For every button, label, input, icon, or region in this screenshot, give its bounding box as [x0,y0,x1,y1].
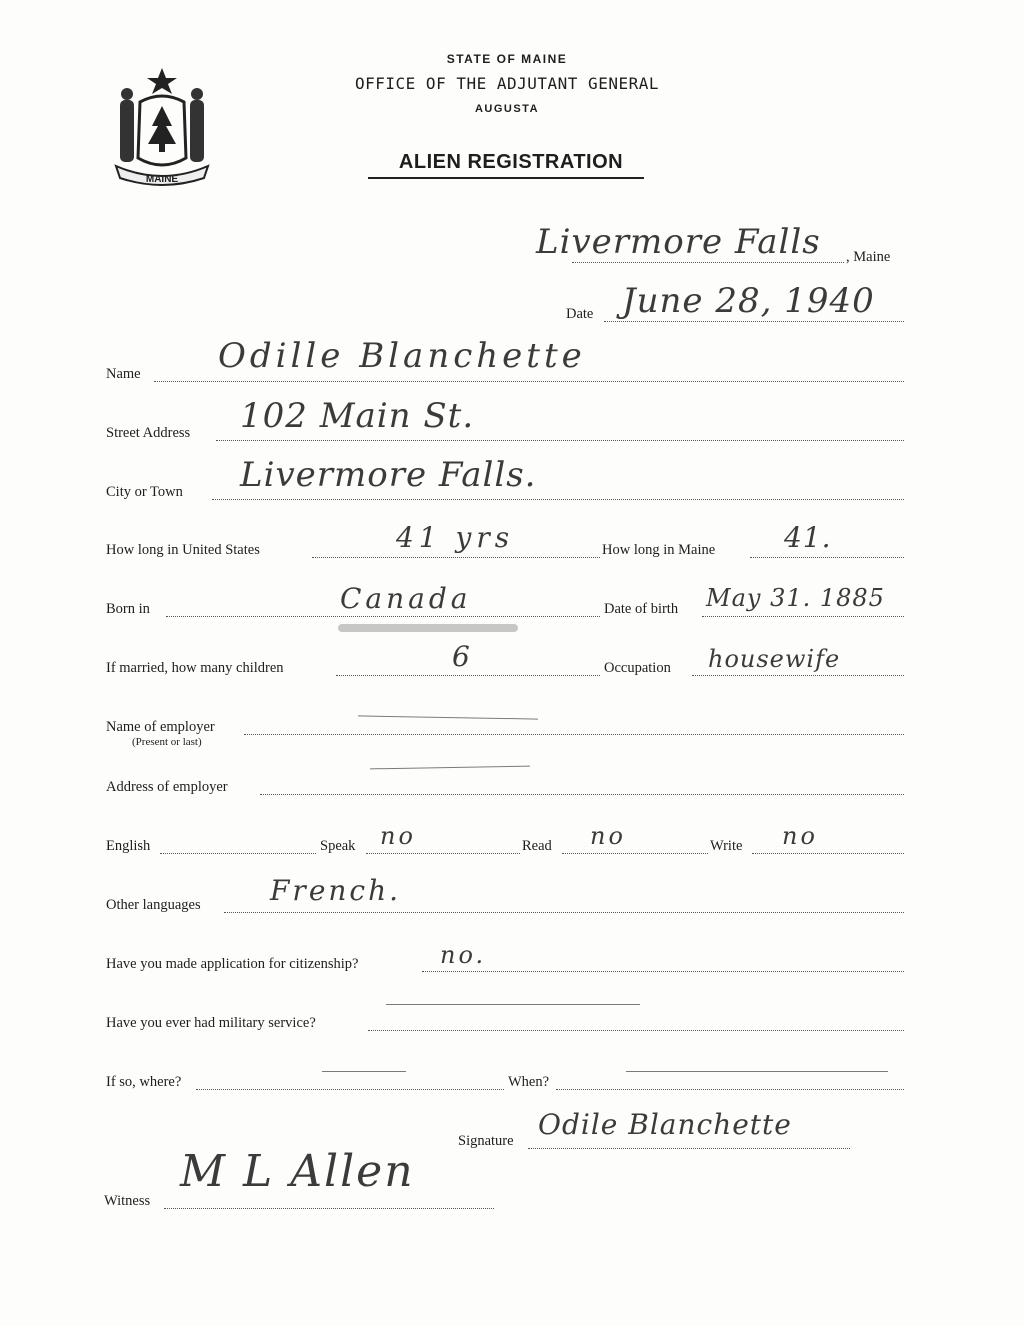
employer-address-label: Address of employer [106,779,228,795]
employer-label: Name of employer [106,719,215,735]
read-line [562,853,708,854]
write-entry: no [782,822,818,850]
date-entry: June 28, 1940 [622,281,875,321]
header-office: OFFICE OF THE ADJUTANT GENERAL [355,74,659,93]
us-entry: 41 yrs [396,521,515,554]
city-line [212,499,904,500]
when-label: When? [508,1074,550,1090]
employer-dash [358,715,538,719]
occupation-entry: housewife [708,645,841,673]
born-entry: Canada [340,582,472,615]
occupation-label: Occupation [604,660,671,676]
street-line [216,440,904,441]
citizenship-label: Have you made application for citizenship? [106,956,359,972]
citizenship-entry: no. [440,941,487,969]
dob-line [702,616,904,617]
us-label: How long in United States [106,542,260,558]
when-line [556,1089,904,1090]
military-line [368,1030,904,1031]
children-label: If married, how many children [106,660,284,676]
place-entry: Livermore Falls [536,222,821,262]
employer-address-line [260,794,904,795]
witness-label: Witness [104,1193,151,1209]
children-line [336,675,600,676]
header-city: AUGUSTA [474,103,540,115]
military-dash [386,1004,640,1005]
when-dash [626,1071,888,1072]
employer-sublabel: (Present or last) [132,736,202,748]
citizenship-line [422,971,904,972]
speak-line [366,853,520,854]
where-label: If so, where? [106,1074,182,1090]
dob-label: Date of birth [604,601,679,617]
read-label: Read [522,838,552,854]
children-entry: 6 [452,640,471,673]
dob-entry: May 31. 1885 [706,584,885,612]
name-line [154,381,904,382]
where-line [196,1089,504,1090]
speak-label: Speak [320,838,356,854]
signature-entry: Odile Blanchette [538,1108,792,1141]
us-line [312,557,600,558]
where-dash [322,1071,406,1072]
street-label: Street Address [106,425,191,441]
speak-entry: no [380,822,416,850]
english-line [160,853,316,854]
form-title: ALIEN REGISTRATION [398,151,624,173]
place-line [572,262,844,263]
military-label: Have you ever had military service? [106,1015,316,1031]
born-line [166,616,600,617]
other-languages-label: Other languages [106,897,201,913]
witness-line [164,1208,494,1209]
maine-entry: 41. [784,521,832,554]
occupation-line [692,675,904,676]
maine-line [750,557,904,558]
maine-label: How long in Maine [602,542,716,558]
street-entry: 102 Main St. [240,396,475,436]
employer-address-dash [370,766,530,770]
write-label: Write [710,838,743,854]
name-entry: Odille Blanchette [218,336,586,376]
witness-entry: M L Allen [180,1146,415,1197]
read-entry: no [590,822,626,850]
other-languages-entry: French. [270,874,402,907]
title-underline [368,177,644,179]
other-languages-line [224,912,904,913]
english-label: English [106,838,151,854]
city-label: City or Town [106,484,183,500]
date-line [604,321,904,322]
place-suffix: , Maine [846,249,891,265]
city-entry: Livermore Falls. [240,455,537,495]
ink-smudge [338,624,518,632]
date-label: Date [566,306,594,322]
write-line [752,853,904,854]
header-state: STATE OF MAINE [446,52,568,66]
born-label: Born in [106,601,150,617]
signature-label: Signature [458,1133,514,1149]
seal-banner-text: MAINE [145,174,179,185]
signature-line [528,1148,850,1149]
employer-line [244,734,904,735]
name-label: Name [106,366,141,382]
